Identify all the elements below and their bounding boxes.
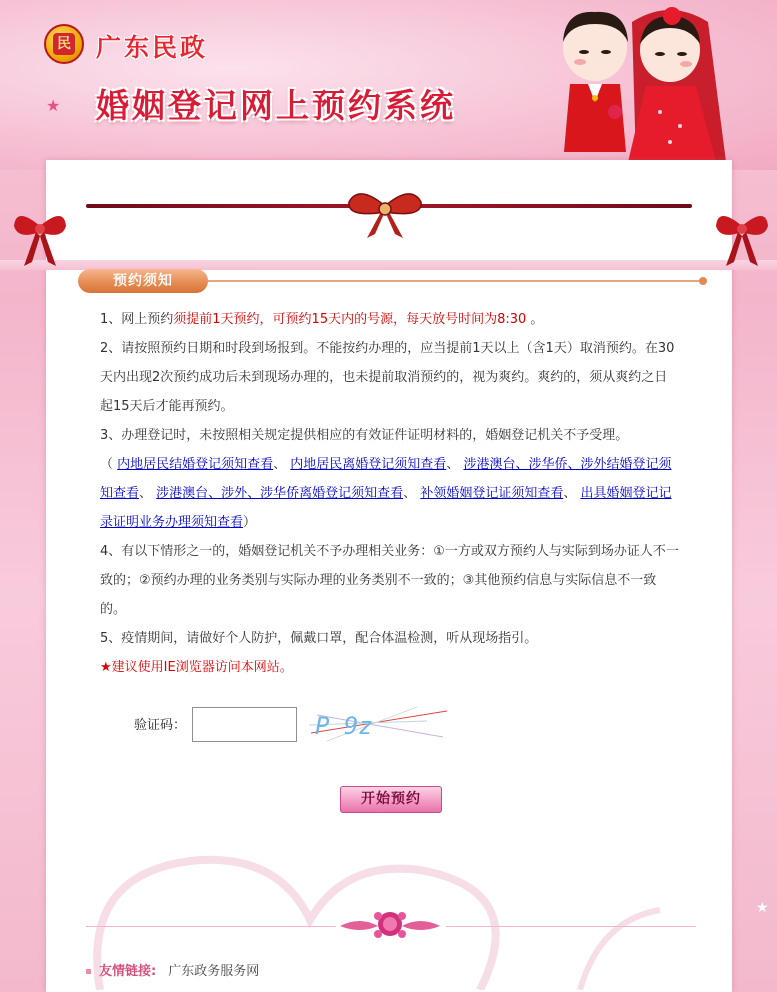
captcha-image[interactable] [307, 703, 450, 745]
link-foreign-marriage-notice[interactable]: 涉港澳台、涉华侨、涉外结婚登记须知查看 [100, 457, 672, 501]
section-divider [208, 280, 702, 282]
link-reissue-certificate-notice[interactable]: 补领婚姻登记证须知查看 [420, 486, 564, 501]
page-header [0, 0, 777, 170]
star-icon: ★ [46, 96, 61, 115]
star-icon: ★ [756, 900, 769, 916]
notice-item-4: 4、有以下情形之一的，婚姻登记机关不予办理相关业务：①一方或双方预约人与实际到场办证人不一致的；②预约办理的业务类别与实际办理的业务类别不一致的；③其他预约信息与实际信息不一致的。 [100, 544, 679, 617]
notice-item-2: 2、请按照预约日期和时段到场报到。不能按约办理的，应当提前1天以上（含1天）取消预约。在30天内出现2次预约成功后未到现场办理的，也未提前取消预约的，视为爽约。爽约的，须从爽约之日起15天后才能再预约。 [100, 341, 675, 414]
side-bow-right-icon [712, 200, 772, 270]
captcha-text: P 9z [315, 712, 373, 740]
notice-item-5: 5、疫情期间，请做好个人防护，佩戴口罩，配合体温检测，听从现场指引。 [100, 631, 538, 646]
system-title: 婚姻登记网上预约系统 [96, 86, 456, 125]
notice-item-1: 1、网上预约须提前1天预约，可预约15天内的号源，每天放号时间为8:30 。 [100, 312, 544, 327]
link-record-certificate-notice[interactable]: 出具婚姻登记记录证明业务办理须知查看 [100, 486, 672, 530]
link-mainland-marriage-notice[interactable]: 内地居民结婚登记须知查看 [117, 457, 274, 472]
flower-ornament-icon [330, 904, 450, 944]
notice-item-1-highlight: 须提前1天预约，可预约15天内的号源，每天放号时间为8:30 [173, 312, 527, 327]
captcha-input[interactable] [192, 707, 297, 742]
bow-icon [345, 182, 425, 240]
wedding-couple-illustration [540, 2, 740, 167]
section-divider-dot [699, 277, 707, 285]
friend-link-gd-gov-service[interactable]: 广东政务服务网 [168, 964, 260, 979]
link-mainland-divorce-notice[interactable]: 内地居民离婚登记须知查看 [290, 457, 447, 472]
start-reservation-button[interactable]: 开始预约 [340, 786, 442, 813]
captcha-label: 验证码： [134, 718, 187, 733]
org-name: 广东民政 [96, 33, 209, 62]
friend-links [86, 960, 259, 979]
civil-affairs-emblem-icon: 民 [44, 24, 84, 64]
side-bow-left-icon [10, 200, 70, 270]
link-foreign-divorce-notice[interactable]: 涉港澳台、涉外、涉华侨离婚登记须知查看 [156, 486, 404, 501]
browser-tip: ★建议使用IE浏览器访问本网站。 [100, 660, 293, 675]
bullet-icon [86, 969, 91, 974]
section-title-pill: 预约须知 [78, 269, 208, 293]
friend-links-label: 友情链接: [99, 964, 157, 979]
footer-divider-left [86, 926, 336, 927]
notice-content [100, 305, 680, 682]
footer-divider-right [446, 926, 696, 927]
notice-item-3: 3、办理登记时，未按照相关规定提供相应的有效证件证明材料的，婚姻登记机关不予受理。 [100, 428, 629, 443]
notice-links: （ 内地居民结婚登记须知查看、 内地居民离婚登记须知查看、 涉港澳台、涉华侨、涉外结婚登记须知查看、 涉港澳台、涉外、涉华侨离婚登记须知查看、 补领婚姻登记证须知查看、 出具婚姻登记记录证明业务办理须知查看） [100, 457, 672, 530]
